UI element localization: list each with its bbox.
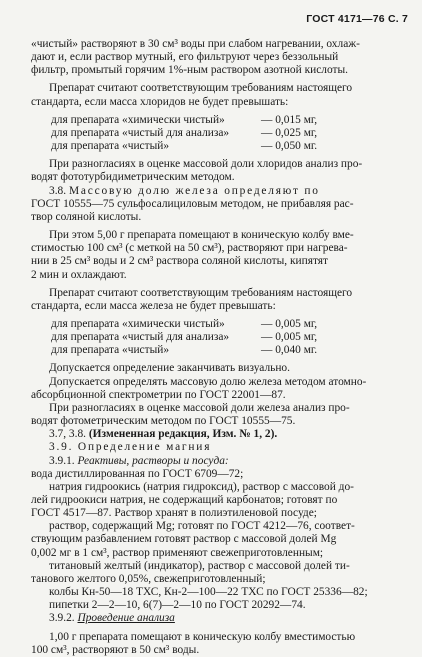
text-line: титановый желтый (индикатор), раствор с массовой долей ти- <box>49 559 350 572</box>
text-line: дают и, если раствор мутный, его фильтруют через беззольный <box>31 51 339 64</box>
text-line: При разногласиях в оценке массовой доли хлоридов анализ про- <box>49 158 363 171</box>
text-line: стимостью 100 см³ (с меткой на 50 см³), растворяют при нагрева- <box>31 242 348 255</box>
text-line: стандарта, если масса железа не будет превышать: <box>31 299 276 312</box>
text-line: абсорбционной спектрометрии по ГОСТ 22001—87. <box>31 388 286 401</box>
chloride-limit-row: для препарата «чистый для анализа» — 0,025 мг, <box>51 126 318 139</box>
section-3-9-heading: 3.9. Определение магния <box>49 441 212 454</box>
iron-limit-row: для препарата «химически чистый» — 0,005 мг, <box>51 317 318 330</box>
text-line: При этом 5,00 г препарата помещают в коническую колбу вме- <box>49 229 354 242</box>
text-line: натрия гидроокись (натрия гидроксид), раствор с массовой до- <box>49 480 354 493</box>
text-line: ствующим разбавлением готовят раствор с массовой долей Mg <box>31 533 337 546</box>
text-line: Препарат считают соответствующим требованиям настоящего <box>49 286 353 299</box>
text-line: стандарта, если масса хлоридов не будет превышать: <box>31 95 289 108</box>
text-line: 0,002 мг в 1 см³, раствор применяют свежеприготовленным; <box>31 546 324 559</box>
text-line: Допускается определение заканчивать визуально. <box>49 362 290 375</box>
text-line: 100 см³, растворяют в 50 см³ воды. <box>31 643 200 656</box>
chloride-limit-row: для препарата «химически чистый» — 0,015 мг, <box>51 113 318 126</box>
text-line: колбы Кн-50—18 ТХС, Кн-2—100—22 ТХС по ГОСТ 25336—82; <box>49 586 368 599</box>
amendment-note: 3.7, 3.8. (Измененная редакция, Изм. № 1, 2). <box>49 428 278 441</box>
text-line: лей гидроокиси натрия, не содержащий карбонатов; готовят по <box>31 494 338 506</box>
section-3-9-2: 3.9.2. Проведение анализа <box>49 612 175 625</box>
text-line: 1,00 г препарата помещают в коническую колбу вместимостью <box>49 630 356 643</box>
text-line: Препарат считают соответствующим требованиям настоящего <box>49 82 353 95</box>
text-line: водят фототурбидиметрическим методом. <box>31 171 235 184</box>
chloride-limit-row: для препарата «чистый» — 0,050 мг. <box>51 140 318 153</box>
document-body <box>31 38 403 657</box>
section-3-9-1: 3.9.1. Реактивы, растворы и посуда: <box>49 454 229 467</box>
text-line: водят фотометрическим методом по ГОСТ 10555—75. <box>31 415 296 428</box>
text-line: ГОСТ 4517—87. Раствор хранят в полиэтиленовой посуде; <box>31 507 317 520</box>
text-line: вода дистиллированная по ГОСТ 6709—72; <box>31 467 244 480</box>
text-line: танового желтого 0,05%, свежеприготовленный; <box>31 572 266 585</box>
text-line: нии в 25 см³ воды и 2 см³ раствора соляной кислоты, кипятят <box>31 255 328 268</box>
text-line: ГОСТ 10555—75 сульфосалициловым методом, не прибавляя рас- <box>31 197 354 210</box>
text-line: 2 мин и охлаждают. <box>31 268 127 281</box>
text-line: пипетки 2—2—10, 6(7)—2—10 по ГОСТ 20292—74. <box>49 599 306 612</box>
text-line: фильтр, промытый горячим 1%-ным раствором азотной кислоты. <box>31 64 348 77</box>
iron-limit-row: для препарата «чистый» — 0,040 мг. <box>51 344 318 357</box>
section-3-8: 3.8. Массовую долю железа определяют по <box>49 184 320 197</box>
iron-limit-row: для препарата «чистый для анализа» — 0,005 мг, <box>51 331 318 344</box>
text-line: «чистый» растворяют в 30 см³ воды при слабом нагревании, охлаж- <box>31 38 360 50</box>
page-header: ГОСТ 4171—76 С. 7 <box>306 13 408 25</box>
text-line: Допускается определять массовую долю железа методом атомно- <box>49 375 367 388</box>
text-line: При разногласиях в оценке массовой доли железа анализ про- <box>49 401 350 414</box>
text-line: раствор, содержащий Mg; готовят по ГОСТ 4212—76, соответ- <box>49 520 355 533</box>
text-line: твор соляной кислоты. <box>31 210 142 223</box>
